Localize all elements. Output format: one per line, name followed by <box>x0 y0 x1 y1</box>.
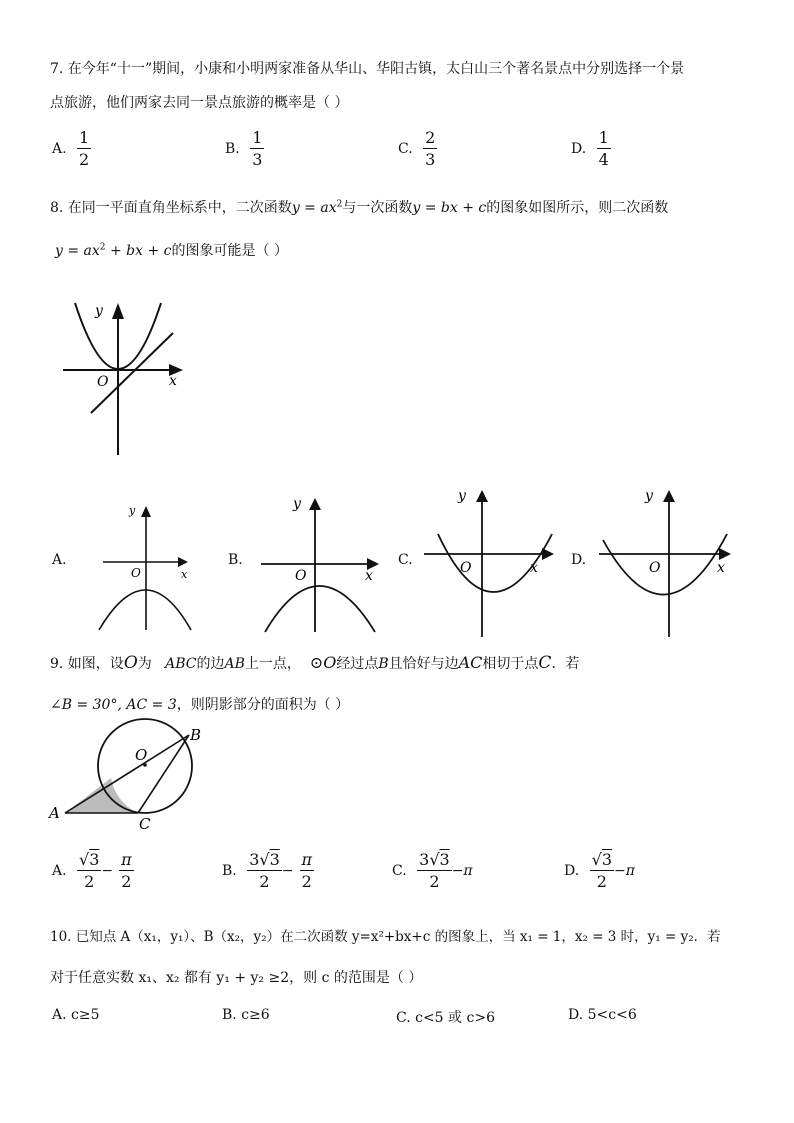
q9-figure <box>45 718 235 833</box>
q8-stem-line1: 8. 在同一平面直角坐标系中，二次函数$y = ax^2$与一次函数y = bx + c的图象如图所示，则二次函数 <box>50 199 669 216</box>
q9-option-c: C. $\frac{3√3}{2}$ −π <box>392 850 473 891</box>
svg-text:O: O <box>295 568 307 584</box>
q8-option-a-figure <box>95 500 195 635</box>
q7-option-a: A. $\frac{1}{2}$ <box>52 128 90 169</box>
y-axis-arrow <box>112 303 124 319</box>
q8-option-a-label: A. <box>52 552 67 568</box>
q9-option-d: D. $\frac{√3}{2}$ −π <box>564 850 635 891</box>
label-o: O <box>135 746 148 764</box>
q9-stem-line2: ∠B = 30°, AC = 3，则阴影部分的面积为（ ） <box>50 697 350 713</box>
svg-text:O: O <box>649 560 661 576</box>
segment-ab <box>65 735 189 813</box>
x-axis-label: x <box>169 373 177 389</box>
svg-text:x: x <box>365 568 373 584</box>
q10-stem-line1: 10. 已知点 A（x₁，y₁）、B（x₂，y₂）在二次函数 y=x²+bx+c 的图象上，当 x₁ = 1，x₂ = 3 时，y₁ = y₂．若 <box>50 929 721 945</box>
q9-stem-line1: 9. 如图，设O为 ABC的边AB上一点， ⊙O经过点B且恰好与边AC相切于点C．若 <box>50 653 580 673</box>
q9-option-a: A. $\frac{√3}{2}$ − $\frac{\pi}{2}$ <box>52 850 132 891</box>
q8-option-b-figure <box>255 490 385 635</box>
svg-text:y: y <box>129 504 136 517</box>
svg-text:y: y <box>293 496 301 512</box>
q10-stem-line2: 对于任意实数 x₁、x₂ 都有 y₁ + y₂ ≥2，则 c 的范围是（ ） <box>50 970 423 986</box>
q10-option-d: D. 5<c<6 <box>568 1007 637 1023</box>
q7-stem-line1: 7. 在今年“十一”期间，小康和小明两家准备从华山、华阳古镇，太白山三个著名景点中分别选择一个景 <box>50 61 685 77</box>
q10-option-b: B. c≥6 <box>222 1007 270 1023</box>
y-axis-label: y <box>95 303 103 319</box>
q9-option-b: B. $\frac{3√3}{2}$ − $\frac{\pi}{2}$ <box>222 850 313 891</box>
label-b: B <box>190 726 202 744</box>
q8-option-c-figure <box>420 482 565 642</box>
svg-text:x: x <box>181 568 188 581</box>
linear-line <box>91 333 173 413</box>
q8-option-d-label: D. <box>571 552 587 568</box>
q7-option-d: D. $\frac{1}{4}$ <box>571 128 609 169</box>
q8-stem-line2: $y = ax^2$ + bx + c的图象可能是（ ） <box>55 242 288 259</box>
q10-option-a: A. c≥5 <box>52 1007 100 1023</box>
svg-text:O: O <box>460 560 472 576</box>
svg-text:y: y <box>645 488 653 504</box>
q8-option-b-label: B. <box>228 552 243 568</box>
svg-text:x: x <box>530 560 538 576</box>
q7-option-c: C. $\frac{2}{3}$ <box>398 128 436 169</box>
svg-text:O: O <box>131 566 141 580</box>
q8-option-c-label: C. <box>398 552 413 568</box>
label-a: A <box>49 804 60 822</box>
label-c: C <box>139 815 151 833</box>
svg-text:x: x <box>717 560 725 576</box>
q7-option-b: B. $\frac{1}{3}$ <box>225 128 263 169</box>
q10-option-c: C. c<5 或 c>6 <box>396 1010 495 1026</box>
q8-option-d-figure <box>595 482 740 642</box>
q8-main-figure <box>55 295 195 460</box>
q7-stem-line2: 点旅游，他们两家去同一景点旅游的概率是（ ） <box>50 95 349 111</box>
svg-text:y: y <box>458 488 466 504</box>
origin-label: O <box>97 374 109 390</box>
